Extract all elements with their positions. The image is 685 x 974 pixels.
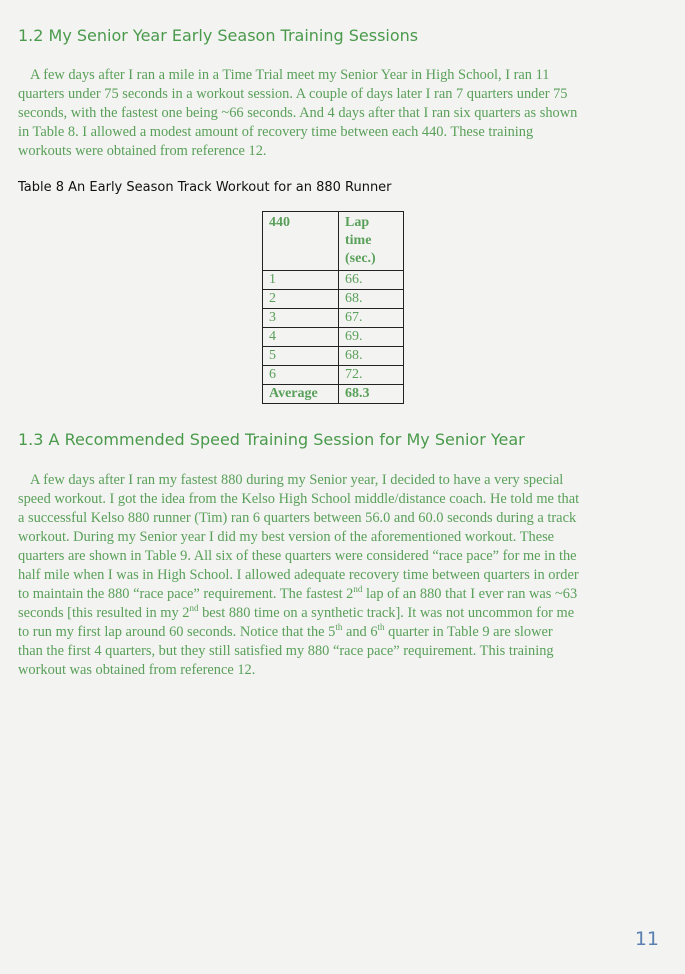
paragraph-line: than the first 4 quarters, but they still satisfied my 880 “race pace” requirement. This training [18,643,554,659]
table-row [263,290,404,309]
paragraph-line: a successful Kelso 880 runner (Tim) ran 6 quarters between 56.0 and 60.0 seconds during a track [18,510,577,526]
lap-time: 66. [339,271,404,290]
workout-table [262,211,404,404]
paragraph-early-season [18,66,660,161]
table-row [263,309,404,328]
table-row [263,328,404,347]
section-heading-1-2: 1.2 My Senior Year Early Season Training Sessions [18,26,419,45]
header-line: (sec.) [345,251,376,266]
paragraph-line: quarters under 75 seconds in a workout session. A couple of days later I ran 7 quarters under 75 [18,86,568,102]
header-line: time [345,233,372,248]
paragraph-line: seconds [this resulted in my 2nd best 880 time on a synthetic track]. It was not uncommon for me [18,603,575,621]
header-line: Lap [345,215,370,230]
column-header-440: 440 [263,212,339,271]
paragraph-line: half mile when I was in High School. I allowed adequate recovery time between quarters in order [18,567,579,583]
paragraph-line: A few days after I ran my fastest 880 during my Senior year, I decided to have a very special [30,472,564,488]
paragraph-line: workout was obtained from reference 12. [18,662,256,678]
table-header-row [263,212,404,271]
paragraph-line: quarters are shown in Table 9. All six of these quarters were considered “race pace” for me in the [18,548,577,564]
quarter-number: 2 [263,290,339,309]
average-value: 68.3 [339,385,404,404]
quarter-number: 5 [263,347,339,366]
table-average-row [263,385,404,404]
paragraph-line: A few days after I ran a mile in a Time Trial meet my Senior Year in High School, I ran 11 [30,67,550,83]
paragraph-line: workout. During my Senior year I did my best version of the aforementioned workout. These [18,529,555,545]
quarter-number: 3 [263,309,339,328]
section-heading-1-3: 1.3 A Recommended Speed Training Session for My Senior Year [18,430,525,449]
lap-time: 69. [339,328,404,347]
table-caption: Table 8 An Early Season Track Workout for an 880 Runner [18,180,392,195]
paragraph-line: to run my first lap around 60 seconds. Notice that the 5th and 6th quarter in Table 9 are slower [18,622,553,640]
paragraph-line: seconds, with the fastest one being ~66 seconds. And 4 days after that I ran six quarters as shown [18,105,578,121]
paragraph-line: in Table 8. I allowed a modest amount of recovery time between each 440. These training [18,124,534,140]
page-number: 11 [634,928,659,950]
quarter-number: 6 [263,366,339,385]
paragraph-line: to maintain the 880 “race pace” requirement. The fastest 2nd lap of an 880 that I ever ran was ~63 [18,584,578,602]
table-row [263,347,404,366]
lap-time: 68. [339,347,404,366]
table-row [263,271,404,290]
lap-time: 72. [339,366,404,385]
table-row [263,366,404,385]
quarter-number: 1 [263,271,339,290]
paragraph-line: speed workout. I got the idea from the Kelso High School middle/distance coach. He told me that [18,491,580,507]
lap-time: 68. [339,290,404,309]
paragraph-speed-training [18,471,660,680]
lap-time: 67. [339,309,404,328]
quarter-number: 4 [263,328,339,347]
average-label: Average [263,385,339,404]
paragraph-line: workouts were obtained from reference 12. [18,143,267,159]
column-header-lap-time [339,212,404,271]
